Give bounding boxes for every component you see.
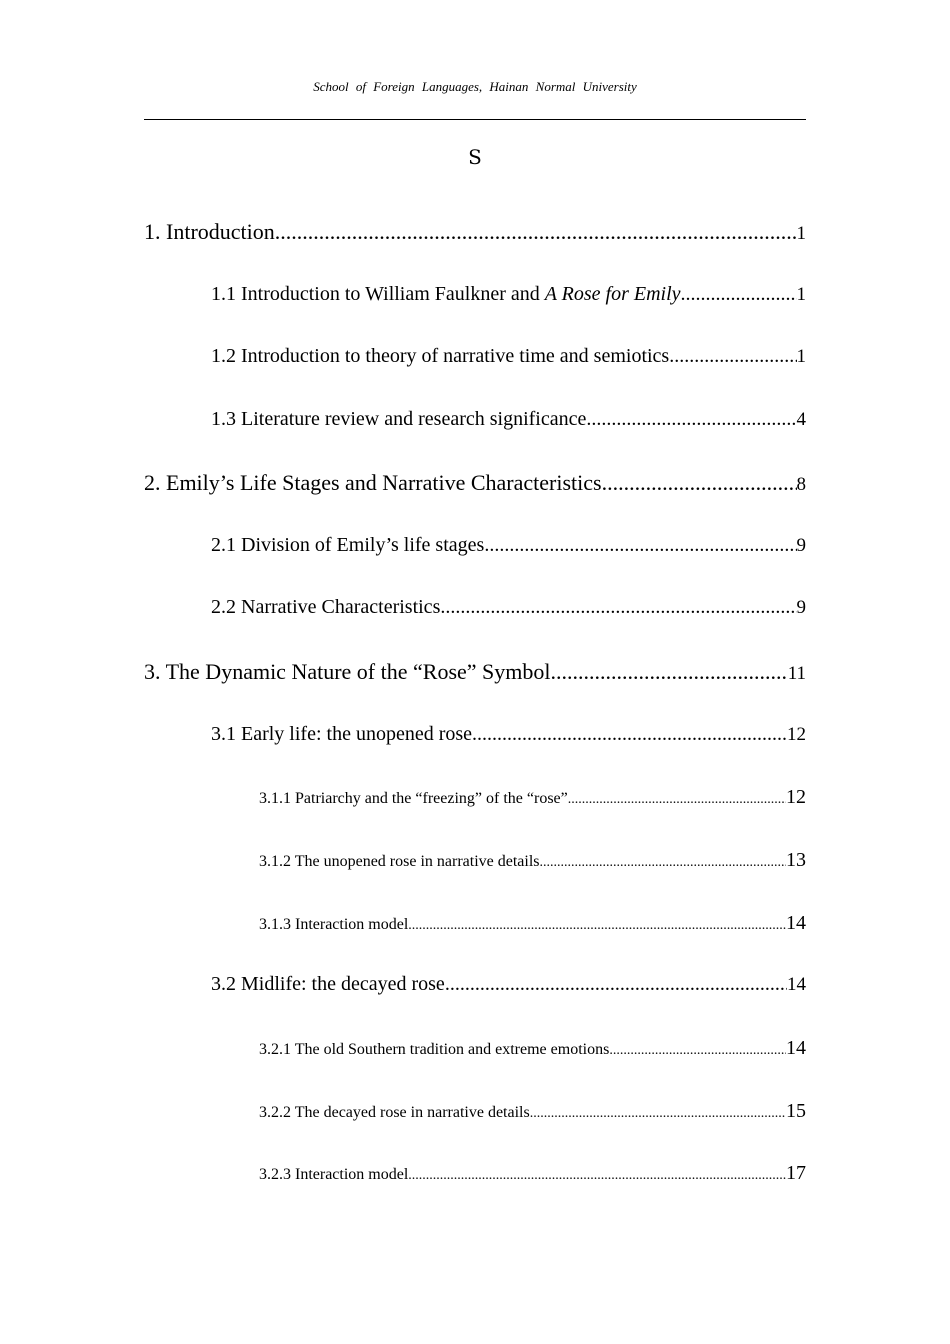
toc-entry-label: 3. The Dynamic Nature of the “Rose” Symbol bbox=[144, 659, 551, 684]
dot-leader bbox=[408, 1168, 786, 1184]
toc-entry-page: 11 bbox=[787, 663, 806, 684]
book-title: A Rose for Emily bbox=[544, 283, 681, 305]
toc-entry-label: 3.2.1 The old Southern tradition and extreme emotions bbox=[259, 1041, 610, 1058]
running-header: School of Foreign Languages, Hainan Normal University bbox=[313, 79, 637, 94]
toc-entry-page: 15 bbox=[786, 1100, 806, 1122]
dot-leader bbox=[445, 973, 787, 996]
toc-entry-2-1[interactable] bbox=[211, 534, 806, 562]
toc-entry-label: 3.1.2 The unopened rose in narrative details bbox=[259, 853, 540, 870]
toc-entry-label: 3.1 Early life: the unopened rose bbox=[211, 723, 473, 745]
toc-entry-label: 3.2 Midlife: the decayed rose bbox=[211, 973, 445, 995]
toc-entry-label: 2.2 Narrative Characteristics bbox=[211, 596, 441, 618]
dot-leader bbox=[472, 723, 787, 746]
toc-entry-page: 1 bbox=[796, 284, 806, 305]
dot-leader bbox=[586, 408, 796, 431]
toc-entry-3-1[interactable] bbox=[211, 723, 806, 751]
toc-entry-page: 13 bbox=[786, 849, 806, 871]
toc-entry-page: 4 bbox=[796, 409, 806, 430]
toc-entry-3-1-1[interactable] bbox=[259, 786, 806, 812]
toc-entry-page: 17 bbox=[786, 1162, 806, 1184]
toc-entry-page: 12 bbox=[786, 786, 806, 808]
dot-leader bbox=[275, 219, 797, 245]
dot-leader bbox=[568, 792, 786, 808]
dot-leader bbox=[540, 855, 786, 871]
dot-leader bbox=[669, 345, 796, 368]
toc-entry-label: 3.1.1 Patriarchy and the “freezing” of the “rose” bbox=[259, 790, 568, 807]
toc-entry-page: 8 bbox=[796, 474, 806, 495]
header-rule bbox=[144, 119, 806, 120]
toc-entry-label: 1. Introduction bbox=[144, 219, 275, 244]
toc-entry-3[interactable] bbox=[144, 659, 806, 689]
toc-entry-page: 12 bbox=[787, 724, 806, 745]
dot-leader bbox=[484, 534, 796, 557]
toc-entry-label: 2. Emily’s Life Stages and Narrative Characteristics bbox=[144, 470, 602, 495]
toc-entry-label: 1.1 Introduction to William Faulkner and A Rose for Emily bbox=[211, 283, 681, 305]
toc-entry-3-2-2[interactable] bbox=[259, 1100, 806, 1126]
toc-entry-page: 1 bbox=[796, 346, 806, 367]
toc-entry-1[interactable] bbox=[144, 219, 806, 249]
toc-entry-2[interactable] bbox=[144, 470, 806, 500]
toc-entry-page: 9 bbox=[796, 535, 806, 556]
toc-entry-3-1-2[interactable] bbox=[259, 849, 806, 875]
toc-entry-label: 3.2.2 The decayed rose in narrative details bbox=[259, 1104, 530, 1121]
dot-leader bbox=[681, 283, 797, 306]
toc-entry-label: 3.1.3 Interaction model bbox=[259, 916, 409, 933]
toc-title: S bbox=[468, 145, 482, 169]
toc-entry-3-1-3[interactable] bbox=[259, 912, 806, 938]
toc-entry-1-1[interactable] bbox=[211, 283, 806, 311]
toc-entry-label: 2.1 Division of Emily’s life stages bbox=[211, 534, 485, 556]
toc-entry-3-2[interactable] bbox=[211, 973, 806, 1001]
dot-leader bbox=[530, 1106, 786, 1122]
toc-entry-page: 9 bbox=[796, 597, 806, 618]
dot-leader bbox=[609, 1043, 786, 1059]
toc-entry-page: 14 bbox=[786, 1037, 806, 1059]
toc-entry-label: 3.2.3 Interaction model bbox=[259, 1166, 409, 1183]
toc-entry-2-2[interactable] bbox=[211, 596, 806, 624]
toc-entry-label: 1.3 Literature review and research significance bbox=[211, 408, 587, 430]
toc-entry-page: 1 bbox=[796, 223, 806, 244]
toc-entry-3-2-3[interactable] bbox=[259, 1162, 806, 1188]
toc-entry-1-3[interactable] bbox=[211, 408, 806, 436]
toc-entry-label: 1.2 Introduction to theory of narrative time and semiotics bbox=[211, 345, 670, 367]
toc-entry-page: 14 bbox=[786, 912, 806, 934]
dot-leader bbox=[440, 596, 796, 619]
toc-entry-1-2[interactable] bbox=[211, 345, 806, 373]
dot-leader bbox=[602, 470, 797, 496]
toc-entry-page: 14 bbox=[787, 974, 806, 995]
toc-entry-3-2-1[interactable] bbox=[259, 1037, 806, 1063]
dot-leader bbox=[551, 659, 788, 685]
dot-leader bbox=[408, 918, 786, 934]
